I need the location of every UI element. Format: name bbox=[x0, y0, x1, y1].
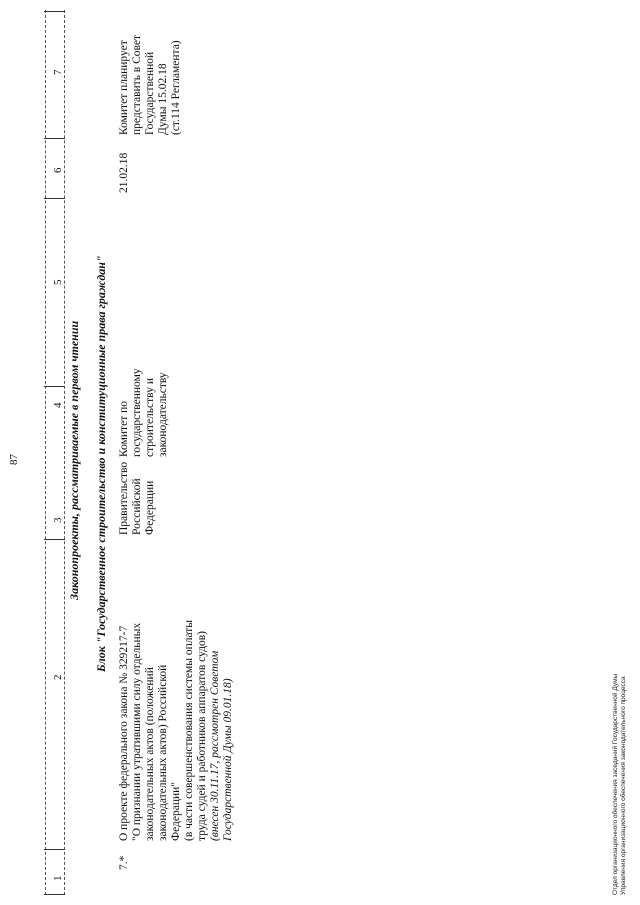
column-number-4: 4 bbox=[52, 402, 64, 408]
column-number-3: 3 bbox=[52, 517, 64, 523]
column-number-7: 7 bbox=[52, 69, 64, 75]
initiator: Правительство Российской Федерации bbox=[118, 461, 156, 535]
bill-description bbox=[118, 546, 235, 841]
responsible-committee: Комитет по государственному строительству и законодательству bbox=[118, 368, 169, 457]
row-number: 7.* bbox=[118, 855, 130, 870]
page-number: 87 bbox=[8, 454, 20, 465]
review-date: 21.02.18 bbox=[118, 152, 130, 193]
bill-line: Федерации" bbox=[170, 781, 182, 841]
bill-line: О проекте федерального закона № 329217-7 bbox=[118, 625, 130, 841]
bill-note-line: Государственной Думы 09.01.18) bbox=[222, 678, 234, 841]
block-heading: Блок "Государственное строительство и конституционные права граждан" bbox=[94, 255, 108, 672]
column-number-2: 2 bbox=[52, 674, 64, 680]
column-number-6: 6 bbox=[52, 167, 64, 173]
bill-line: законодательных актов (положений bbox=[144, 667, 156, 841]
table-header-bottom-border bbox=[64, 10, 65, 895]
committee-note: Комитет планирует представить в Совет Государственной Думы 15.02.18 (ст.114 Регламента) bbox=[118, 34, 182, 135]
column-number-5: 5 bbox=[52, 279, 64, 285]
column-number-1: 1 bbox=[52, 875, 64, 881]
bill-line: (в части совершенствования системы оплаты bbox=[183, 619, 195, 841]
table-header-top-border bbox=[45, 10, 46, 895]
bill-line: законодательных актов) Российской bbox=[157, 664, 169, 841]
bill-line: труда судей и работников аппаратов судов) bbox=[196, 631, 208, 841]
page-footer: Отдел организационного обеспечения заседаний Государственной Думы Управления организационного обеспечения законодательного процесса bbox=[612, 673, 627, 895]
bill-note-line: (внесен 30.11.17, рассмотрен Советом bbox=[209, 650, 221, 841]
section-heading: Законопроекты, рассматриваемые в первом чтении bbox=[67, 320, 81, 600]
bill-line: "О признании утратившими силу отдельных bbox=[131, 622, 143, 841]
